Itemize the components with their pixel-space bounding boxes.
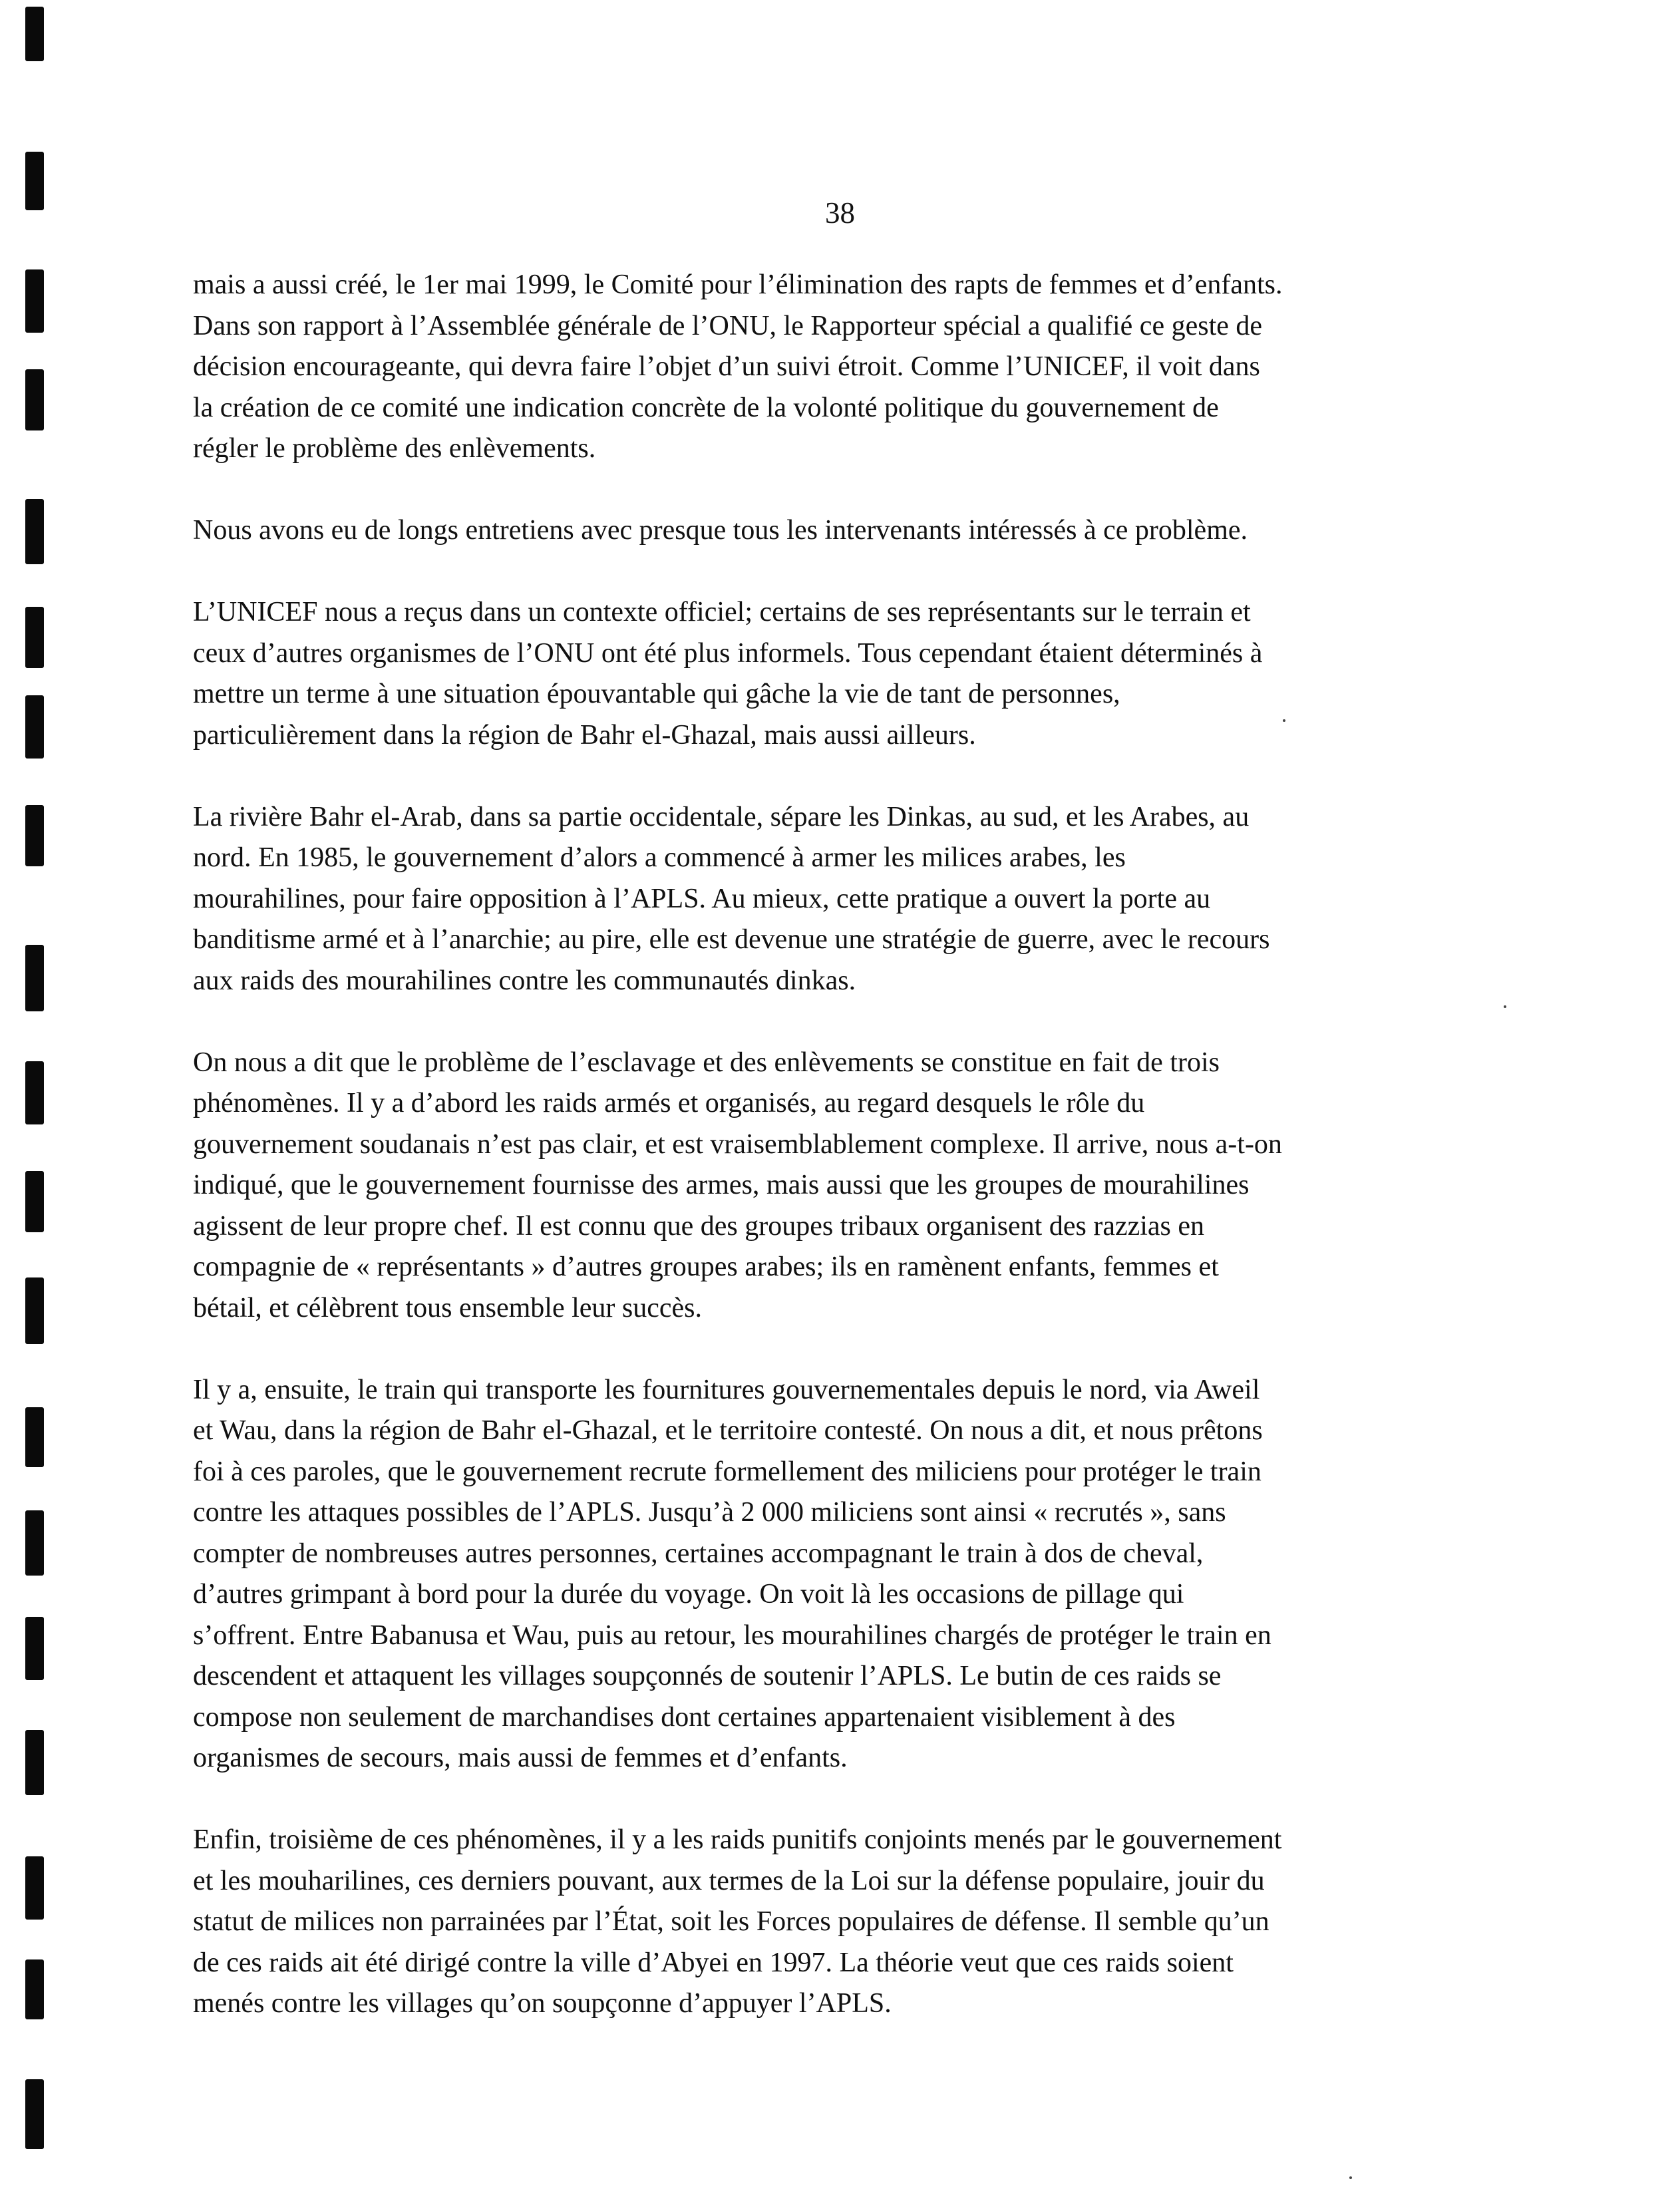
text-line: décision encourageante, qui devra faire l’objet d’un suivi étroit. Comme l’UNICEF, il voit dans: [193, 351, 1260, 382]
binding-mark: [25, 1959, 44, 2019]
binding-mark: [25, 499, 44, 564]
binding-mark: [25, 1730, 44, 1795]
text-line: statut de milices non parrainées par l’État, soit les Forces populaires de défense. Il semble qu’un: [193, 1906, 1269, 1937]
binding-mark: [25, 369, 44, 430]
text-line: s’offrent. Entre Babanusa et Wau, puis au retour, les mourahilines chargés de protéger le train en: [193, 1619, 1271, 1651]
text-line: nord. En 1985, le gouvernement d’alors a commencé à armer les milices arabes, les: [193, 842, 1126, 873]
text-line: d’autres grimpant à bord pour la durée du voyage. On voit là les occasions de pillage qui: [193, 1579, 1184, 1610]
binding-mark: [25, 1617, 44, 1680]
binding-mark: [25, 1407, 44, 1467]
binding-mark: [25, 1061, 44, 1124]
paragraph: [193, 797, 1497, 1002]
scan-speck: [1504, 1005, 1506, 1008]
text-line: et Wau, dans la région de Bahr el-Ghazal, et le territoire contesté. On nous a dit, et nous prêtons: [193, 1415, 1263, 1446]
text-line: bétail, et célèbrent tous ensemble leur succès.: [193, 1292, 703, 1323]
binding-mark: [25, 269, 44, 333]
text-line: compter de nombreuses autres personnes, certaines accompagnant le train à dos de cheval,: [193, 1538, 1204, 1569]
text-line: descendent et attaquent les villages soupçonnés de soutenir l’APLS. Le butin de ces raids se: [193, 1661, 1222, 1691]
text-line: et les mouharilines, ces derniers pouvant, aux termes de la Loi sur la défense populaire, jouir du: [193, 1865, 1265, 1896]
binding-marks: [25, 0, 52, 2207]
scan-speck: [1349, 2176, 1352, 2179]
paragraph: [193, 1370, 1497, 1779]
text-line: L’UNICEF nous a reçus dans un contexte officiel; certains de ses représentants sur le terrain et: [193, 597, 1251, 627]
binding-mark: [25, 695, 44, 759]
text-line: mourahilines, pour faire opposition à l’APLS. Au mieux, cette pratique a ouvert la porte au: [193, 883, 1211, 914]
binding-mark: [25, 607, 44, 668]
paragraph: [193, 592, 1497, 756]
text-line: compagnie de « représentants » d’autres groupes arabes; ils en ramènent enfants, femmes et: [193, 1252, 1219, 1282]
binding-mark: [25, 805, 44, 866]
text-line: ceux d’autres organismes de l’ONU ont été plus informels. Tous cependant étaient déterminés à: [193, 637, 1263, 669]
body-text: [193, 265, 1497, 2025]
page-number: 38: [825, 196, 855, 230]
text-line: contre les attaques possibles de l’APLS. Jusqu’à 2 000 miliciens sont ainsi « recrutés », sans: [193, 1497, 1226, 1528]
paragraph: [193, 510, 1497, 552]
binding-mark: [25, 945, 44, 1011]
binding-mark: [25, 7, 44, 61]
text-line: menés contre les villages qu’on soupçonne d’appuyer l’APLS.: [193, 1988, 892, 2019]
text-line: banditisme armé et à l’anarchie; au pire, elle est devenue une stratégie de guerre, avec le recours: [193, 924, 1270, 955]
text-line: mettre un terme à une situation épouvantable qui gâche la vie de tant de personnes,: [193, 679, 1120, 709]
paragraph: [193, 265, 1497, 470]
paragraph: [193, 1820, 1497, 2025]
text-line: phénomènes. Il y a d’abord les raids armés et organisés, au regard desquels le rôle du: [193, 1088, 1145, 1118]
text-line: Dans son rapport à l’Assemblée générale de l’ONU, le Rapporteur spécial a qualifié ce geste de: [193, 310, 1263, 341]
text-line: Il y a, ensuite, le train qui transporte les fournitures gouvernementales depuis le nord, via Aweil: [193, 1374, 1260, 1405]
text-line: agissent de leur propre chef. Il est connu que des groupes tribaux organisent des razzias en: [193, 1210, 1205, 1242]
binding-mark: [25, 1171, 44, 1232]
text-line: particulièrement dans la région de Bahr el-Ghazal, mais aussi ailleurs.: [193, 719, 976, 751]
binding-mark: [25, 1510, 44, 1576]
text-line: Enfin, troisième de ces phénomènes, il y a les raids punitifs conjoints menés par le gouvernement: [193, 1824, 1282, 1855]
text-line: régler le problème des enlèvements.: [193, 433, 596, 464]
text-line: la création de ce comité une indication concrète de la volonté politique du gouvernement de: [193, 392, 1219, 423]
text-line: Nous avons eu de longs entretiens avec presque tous les intervenants intéressés à ce problème.: [193, 515, 1248, 546]
text-line: mais a aussi créé, le 1er mai 1999, le Comité pour l’élimination des rapts de femmes et d’enfants.: [193, 269, 1283, 300]
binding-mark: [25, 1277, 44, 1344]
scan-speck: [1283, 719, 1285, 722]
text-line: gouvernement soudanais n’est pas clair, et est vraisemblablement complexe. Il arrive, nous a-t-on: [193, 1128, 1282, 1160]
paragraph: [193, 1043, 1497, 1329]
binding-mark: [25, 2079, 44, 2149]
text-line: indiqué, que le gouvernement fournisse des armes, mais aussi que les groupes de mourahilines: [193, 1170, 1250, 1200]
text-line: On nous a dit que le problème de l’esclavage et des enlèvements se constitue en fait de trois: [193, 1047, 1220, 1078]
text-line: foi à ces paroles, que le gouvernement recrute formellement des miliciens pour protéger le train: [193, 1456, 1261, 1487]
text-line: compose non seulement de marchandises dont certaines appartenaient visiblement à des: [193, 1701, 1176, 1733]
text-line: La rivière Bahr el-Arab, dans sa partie occidentale, sépare les Dinkas, au sud, et les Arabes, au: [193, 801, 1250, 832]
text-line: organismes de secours, mais aussi de femmes et d’enfants.: [193, 1743, 848, 1773]
binding-mark: [25, 1856, 44, 1920]
text-line: de ces raids ait été dirigé contre la ville d’Abyei en 1997. La théorie veut que ces raids soient: [193, 1947, 1234, 1978]
text-line: aux raids des mourahilines contre les communautés dinkas.: [193, 965, 856, 996]
